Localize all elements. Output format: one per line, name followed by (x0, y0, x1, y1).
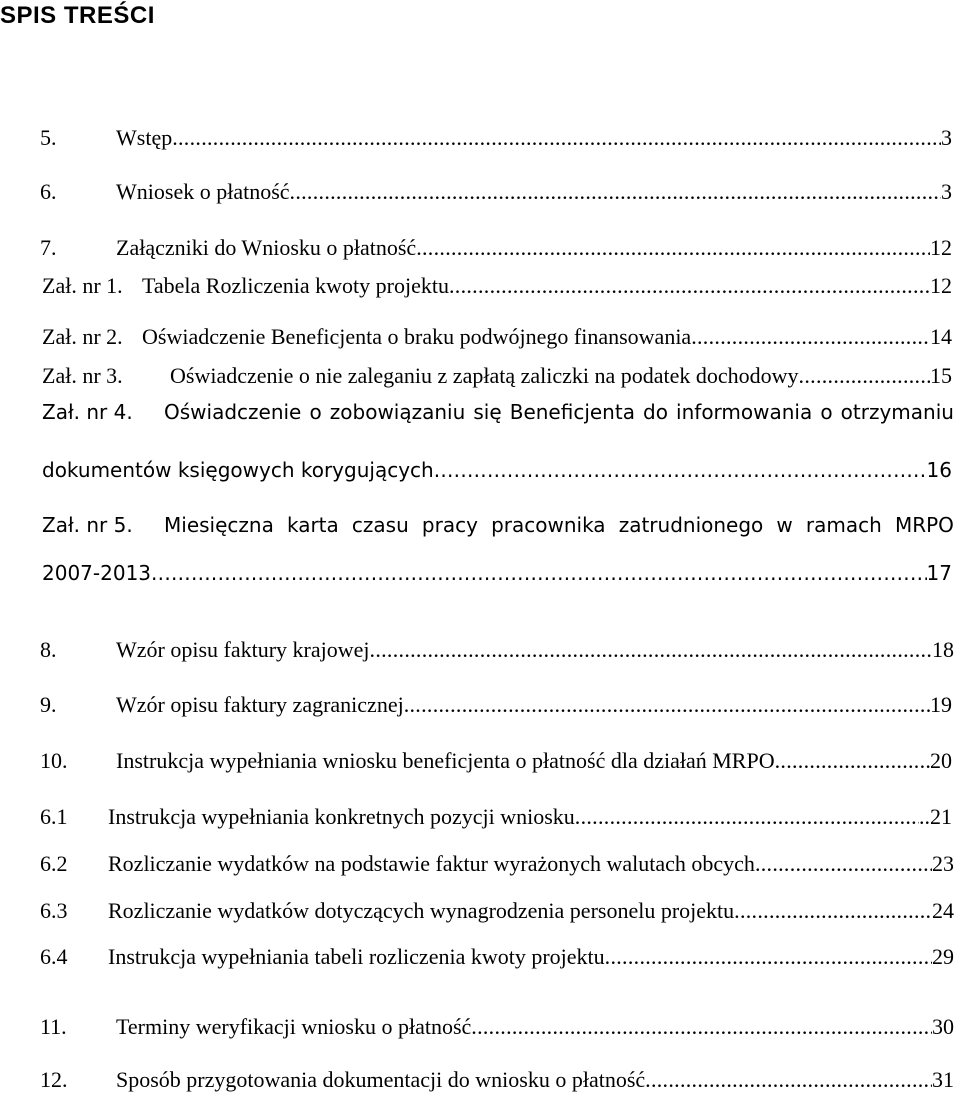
dot-leader (290, 178, 941, 206)
word: w (776, 513, 793, 537)
toc-entry[interactable] (40, 741, 952, 775)
word: o (309, 400, 322, 424)
word: pracownika (491, 513, 606, 537)
toc-entry[interactable] (40, 891, 954, 925)
toc-entry-line1[interactable] (42, 511, 954, 539)
dot-leader (449, 272, 930, 300)
entry-title: Terminy weryfikacji wniosku o płatność (116, 1014, 472, 1039)
entry-number: Zał. nr 5. (42, 513, 133, 537)
toc-entry-line2[interactable] (42, 450, 952, 484)
entry-title: Załączniki do Wniosku o płatność (116, 235, 417, 260)
entry-number: 6.4 (40, 944, 68, 969)
entry-title: Wniosek o płatność (116, 179, 290, 204)
dot-leader (404, 691, 930, 719)
entry-number: 6.3 (40, 898, 68, 923)
entry-page: 15 (930, 363, 952, 388)
dot-leader (370, 636, 932, 664)
entry-title: Rozliczanie wydatków dotyczących wynagrodzenia personelu projektu (108, 898, 735, 923)
dot-leader (416, 234, 930, 262)
entry-title: Instrukcja wypełniania wniosku beneficjenta o płatność dla działań MRPO (116, 748, 775, 773)
entry-number: 5. (40, 125, 57, 150)
entry-title: Rozliczanie wydatków na podstawie faktur wyrażonych walutach obcych (108, 851, 755, 876)
entry-title: Wzór opisu faktury krajowej (116, 637, 370, 662)
entry-number: 11. (40, 1014, 67, 1039)
toc-entry-line1[interactable] (42, 398, 954, 426)
word: otrzymaniu (840, 400, 954, 424)
entry-number: 6. (40, 179, 57, 204)
entry-number: Zał. nr 2. (42, 324, 123, 349)
entry-page: 24 (932, 898, 954, 923)
entry-number: 6.2 (40, 851, 68, 876)
word: karta (286, 513, 339, 537)
entry-page: 20 (930, 748, 952, 773)
word: czasu (351, 513, 409, 537)
word: o (820, 400, 833, 424)
entry-page: 19 (930, 692, 952, 717)
entry-title: Tabela Rozliczenia kwoty projektu (142, 273, 449, 298)
toc-entry[interactable] (42, 356, 952, 390)
entry-number: 8. (40, 637, 57, 662)
entry-page: 17 (926, 561, 952, 585)
entry-page: 3 (941, 179, 952, 204)
entry-page: 16 (926, 458, 952, 482)
word: do (643, 400, 668, 424)
dot-leader (172, 124, 941, 152)
dot-leader (605, 943, 932, 971)
word: Miesięczna (164, 513, 274, 537)
entry-number: Zał. nr 1. (42, 273, 123, 298)
dot-leader (775, 747, 930, 775)
entry-page: 18 (932, 637, 954, 662)
dot-leader (471, 1013, 932, 1041)
dot-leader (799, 362, 930, 390)
dot-leader (691, 323, 930, 351)
toc-entry[interactable] (40, 1007, 954, 1041)
entry-page: 30 (932, 1014, 954, 1039)
entry-page: 29 (932, 944, 954, 969)
entry-title: Instrukcja wypełniania tabeli rozliczenia kwoty projektu (108, 944, 605, 969)
toc-entry[interactable] (40, 1060, 954, 1094)
toc-entry[interactable] (40, 797, 952, 831)
dot-leader (734, 897, 932, 925)
word: MRPO (894, 513, 954, 537)
entry-page: 3 (941, 125, 952, 150)
entry-number: 9. (40, 692, 57, 717)
entry-number: Zał. nr 3. (42, 363, 123, 388)
entry-title: Instrukcja wypełniania konkretnych pozycji wniosku (108, 804, 575, 829)
entry-number: 7. (40, 235, 57, 260)
word: informowania (676, 400, 813, 424)
entry-page: 14 (930, 324, 952, 349)
toc-entry[interactable] (40, 844, 954, 878)
toc-entry[interactable] (40, 172, 952, 206)
entry-title: Wstęp (116, 125, 173, 150)
toc-entry[interactable] (42, 266, 952, 300)
word: Beneficjenta (509, 400, 635, 424)
entry-title-line1 (164, 511, 954, 539)
entry-title: Oświadczenie Beneficjenta o braku podwójnego finansowania (142, 324, 692, 349)
dot-leader (434, 456, 927, 484)
toc-entry[interactable] (40, 118, 952, 152)
entry-title-line2: 2007-2013 (42, 561, 152, 585)
entry-number: Zał. nr 4. (42, 400, 133, 424)
entry-title: Wzór opisu faktury zagranicznej (116, 692, 404, 717)
entry-number: 6.1 (40, 804, 68, 829)
dot-leader (151, 559, 927, 587)
word: Oświadczenie (164, 400, 302, 424)
toc-entry[interactable] (40, 228, 952, 262)
word: zatrudnionego (618, 513, 764, 537)
toc-entry[interactable] (40, 937, 954, 971)
entry-title-line2: dokumentów księgowych korygujących (42, 458, 434, 482)
word: ramach (805, 513, 882, 537)
dot-leader (575, 803, 919, 831)
entry-page: 23 (932, 851, 954, 876)
dot-leader (645, 1066, 932, 1094)
entry-page: 12 (930, 273, 952, 298)
entry-title: Sposób przygotowania dokumentacji do wniosku o płatność (116, 1067, 646, 1092)
word: się (473, 400, 502, 424)
toc-entry[interactable] (42, 317, 952, 351)
entry-page: ..21 (919, 804, 952, 829)
word: pracy (421, 513, 478, 537)
entry-title: Oświadczenie o nie zaleganiu z zapłatą zaliczki na podatek dochodowy (170, 363, 799, 388)
entry-number: 12. (40, 1067, 68, 1092)
toc-title: SPIS TREŚCI (0, 2, 155, 29)
word: zobowiązaniu (329, 400, 466, 424)
toc-entry[interactable] (40, 685, 952, 719)
toc-entry[interactable] (40, 630, 954, 664)
dot-leader (755, 850, 932, 878)
entry-number: 10. (40, 748, 68, 773)
toc-entry-line2[interactable] (42, 553, 952, 587)
entry-page: 12 (930, 235, 952, 260)
entry-title-line1 (164, 398, 954, 426)
entry-page: 31 (932, 1067, 954, 1092)
